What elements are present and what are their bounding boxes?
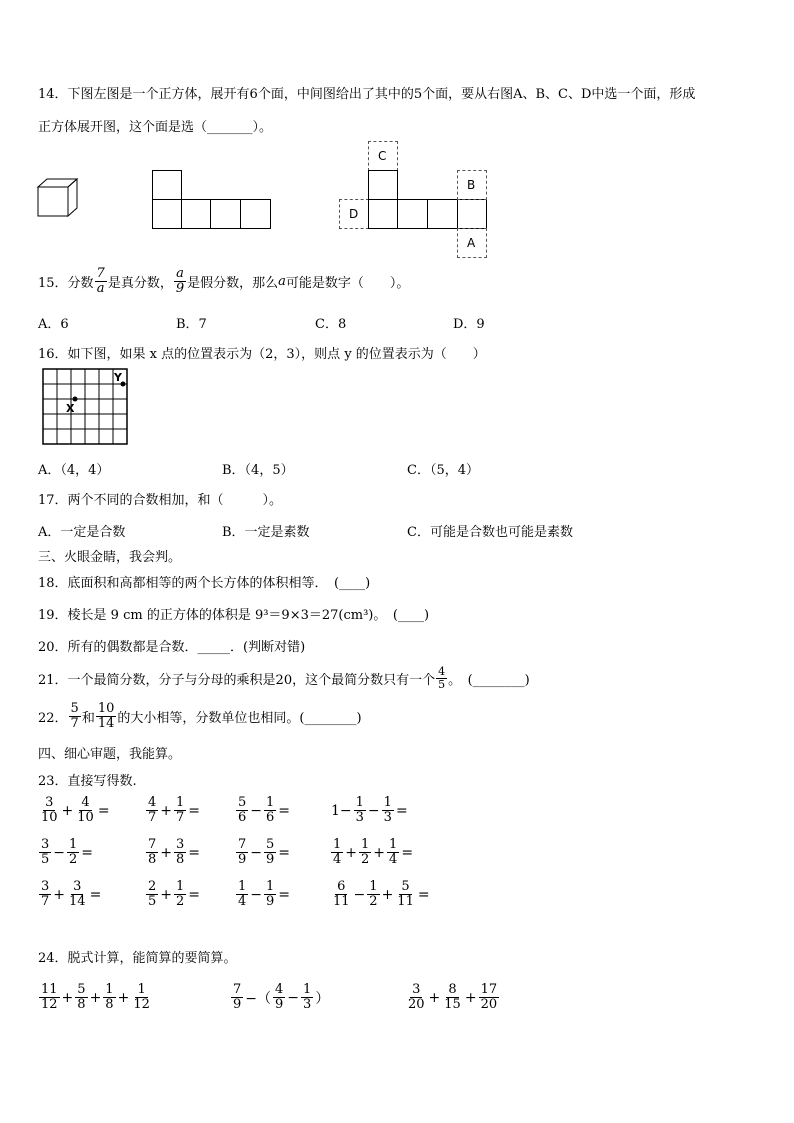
fraction <box>367 880 379 909</box>
numerator: 1 <box>238 879 247 894</box>
denominator: 8 <box>77 997 86 1012</box>
q17-option-a[interactable]: A．一定是合数 <box>38 525 126 540</box>
denominator: 9 <box>238 852 247 867</box>
fraction <box>174 796 186 825</box>
denominator: 6 <box>266 810 275 825</box>
denominator: 8 <box>176 852 185 867</box>
q14-line2-pre: 正方体展开图，这个面是选（ <box>38 120 208 135</box>
q23-item <box>235 838 291 867</box>
denominator: 5 <box>41 852 50 867</box>
q23-item <box>235 796 291 825</box>
denominator: 7 <box>148 810 157 825</box>
fraction <box>103 983 115 1012</box>
fraction <box>146 838 158 867</box>
operator: + <box>61 802 74 819</box>
q18: 18．底面积和高都相等的两个长方体的体积相等． (____) <box>38 576 371 591</box>
equals-sign: = <box>188 844 201 861</box>
fraction <box>264 880 276 909</box>
q15-mid1: 是真分数， <box>107 276 173 291</box>
denominator: 11 <box>333 894 350 909</box>
denominator: 8 <box>105 997 114 1012</box>
equals-sign: = <box>401 844 414 861</box>
q21-fraction <box>436 666 447 691</box>
option-b-label: B <box>467 178 476 192</box>
equals-sign: = <box>188 802 201 819</box>
denominator: 9 <box>266 852 275 867</box>
numerator: 1 <box>369 879 378 894</box>
fraction <box>331 880 352 909</box>
q15-pre: 15．分数 <box>38 276 94 291</box>
operator: ） <box>315 990 330 1007</box>
fraction <box>301 983 313 1012</box>
fraction <box>479 983 500 1012</box>
numerator: 1 <box>266 879 275 894</box>
option-c-label: C <box>378 149 387 163</box>
numerator: 1 <box>361 837 370 852</box>
denominator: 15 <box>444 997 461 1012</box>
equals-sign: = <box>278 844 291 861</box>
numerator: 1 <box>176 795 185 810</box>
option-a-face[interactable] <box>457 228 487 258</box>
fraction <box>395 880 416 909</box>
denominator: 14 <box>69 894 86 909</box>
operator: + <box>53 886 66 903</box>
fraction <box>146 880 158 909</box>
net-face <box>240 199 271 229</box>
denominator: 4 <box>389 852 398 867</box>
fraction <box>39 796 60 825</box>
operator: + <box>89 989 102 1006</box>
label-y: Y <box>114 371 122 384</box>
numerator: 4 <box>148 795 157 810</box>
q15-fraction-1 <box>95 267 107 296</box>
q22-f1-den: 7 <box>70 716 79 731</box>
net-face <box>368 170 398 200</box>
numerator: 3 <box>73 879 82 894</box>
operator: + <box>61 989 74 1006</box>
fraction <box>236 796 248 825</box>
fraction <box>264 796 276 825</box>
numerator: 6 <box>337 879 346 894</box>
denominator: 5 <box>148 894 157 909</box>
equals-sign: = <box>89 886 102 903</box>
operator: + <box>117 989 130 1006</box>
q23-item <box>38 838 94 867</box>
fraction <box>382 796 394 825</box>
q14-line2-post: ）。 <box>252 120 273 135</box>
q23-item <box>330 880 431 909</box>
q22-pre: 22． <box>38 711 68 726</box>
numerator: 7 <box>233 982 242 997</box>
denominator: 2 <box>369 894 378 909</box>
fraction <box>39 880 51 909</box>
fraction <box>387 838 399 867</box>
option-a-label: A <box>467 236 476 250</box>
q23-item <box>330 796 409 825</box>
point-x <box>73 397 78 402</box>
operator: − <box>367 802 380 819</box>
net-face <box>152 170 182 200</box>
denominator: 3 <box>383 810 392 825</box>
denominator: 11 <box>397 894 414 909</box>
q23-item <box>38 880 102 909</box>
denominator: 9 <box>275 997 284 1012</box>
q21-post: 。 (________) <box>448 673 530 688</box>
fraction <box>67 838 79 867</box>
fraction <box>331 838 343 867</box>
net-face <box>181 199 211 229</box>
numerator: 3 <box>176 837 185 852</box>
q15-option-c[interactable]: C．8 <box>315 317 347 332</box>
q24-expression <box>230 983 330 1012</box>
numerator: 4 <box>81 795 90 810</box>
operator: + <box>381 886 394 903</box>
q14-line1: 14．下图左图是一个正方体，展开有6个面，中间图给出了其中的5个面，要从右图A、B、C、D中选一个面，形成 <box>38 87 696 102</box>
q15-mid2: 是假分数，那么 <box>187 276 279 291</box>
fraction <box>359 838 371 867</box>
q24-expression <box>405 983 500 1012</box>
numerator: 5 <box>77 982 86 997</box>
numerator: 1 <box>389 837 398 852</box>
denominator: 2 <box>361 852 370 867</box>
denominator: 12 <box>133 997 150 1012</box>
net-face <box>397 199 428 229</box>
section3-heading: 三、火眼金睛，我会判。 <box>38 550 182 565</box>
numerator: 1 <box>383 795 392 810</box>
denominator: 20 <box>408 997 425 1012</box>
numerator: 5 <box>266 837 275 852</box>
denominator: 12 <box>41 997 58 1012</box>
fraction <box>39 983 60 1012</box>
fraction <box>131 983 152 1012</box>
q16-grid-figure <box>40 366 130 448</box>
q17-option-c[interactable]: C．可能是合数也可能是素数 <box>407 525 573 540</box>
net-face <box>368 199 398 229</box>
fraction <box>67 880 88 909</box>
operator: − <box>287 989 300 1006</box>
fraction <box>75 796 96 825</box>
numerator: 4 <box>275 982 284 997</box>
fraction <box>174 880 186 909</box>
fraction <box>146 796 158 825</box>
denominator: 9 <box>233 997 242 1012</box>
q23-item <box>38 796 111 825</box>
operator: − <box>250 886 263 903</box>
q23-item <box>145 796 201 825</box>
numerator: 5 <box>238 795 247 810</box>
q15-option-b[interactable]: B．7 <box>176 317 207 332</box>
q22-f1-num: 5 <box>70 701 79 716</box>
q16-option-c[interactable]: C．（5，4） <box>407 463 479 478</box>
net-face <box>457 199 487 229</box>
q15-f1-num: 7 <box>96 266 105 281</box>
fraction <box>231 983 243 1012</box>
q22-f2-num: 10 <box>97 701 115 716</box>
label-x: X <box>66 402 75 415</box>
operator: + <box>373 844 386 861</box>
numerator: 1 <box>303 982 312 997</box>
q20: 20．所有的偶数都是合数．_____．(判断对错) <box>38 640 306 655</box>
numerator: 1 <box>105 982 114 997</box>
q22-fraction-2 <box>96 702 117 731</box>
numerator: 1 <box>137 982 146 997</box>
denominator: 10 <box>77 810 94 825</box>
q15-stem <box>38 267 409 296</box>
equals-sign: = <box>417 886 430 903</box>
denominator: 3 <box>303 997 312 1012</box>
equals-sign: = <box>188 886 201 903</box>
q15-option-d[interactable]: D．9 <box>453 317 485 332</box>
operator: − <box>53 844 66 861</box>
q22-f2-den: 14 <box>97 716 115 731</box>
q14-answer-blank[interactable]: _______ <box>207 120 253 135</box>
numerator: 5 <box>401 879 410 894</box>
q17-stem: 17．两个不同的合数相加，和（ ）。 <box>38 493 283 508</box>
net-face <box>210 199 241 229</box>
numerator: 17 <box>480 982 498 997</box>
operator: + <box>428 989 441 1006</box>
q19: 19．棱长是 9 cm 的正方体的体积是 9³＝9×3＝27(cm³)。 (____) <box>38 608 430 623</box>
numerator: 1 <box>333 837 342 852</box>
q22 <box>38 702 362 731</box>
q22-and: 和 <box>81 711 95 726</box>
numerator: 7 <box>148 837 157 852</box>
section4-heading: 四、细心审题，我能算。 <box>38 747 182 762</box>
cube-figure <box>36 176 80 220</box>
equals-sign: = <box>278 802 291 819</box>
q16-option-b[interactable]: B．（4，5） <box>222 463 294 478</box>
operator: − <box>250 802 263 819</box>
q23-item <box>330 838 414 867</box>
net-face <box>152 199 182 229</box>
equals-sign: = <box>395 802 408 819</box>
q15-fraction-2 <box>174 267 186 296</box>
q15-option-a[interactable]: A．6 <box>38 317 69 332</box>
denominator: 3 <box>355 810 364 825</box>
operator: + <box>160 886 173 903</box>
numerator: 2 <box>148 879 157 894</box>
q22-post: 的大小相等，分数单位也相同。(________) <box>117 711 362 726</box>
denominator: 10 <box>41 810 58 825</box>
q21-pre: 21．一个最简分数，分子与分母的乘积是20，这个最简分数只有一个 <box>38 673 436 688</box>
equals-sign: = <box>97 802 110 819</box>
q23-item <box>145 838 201 867</box>
numerator: 3 <box>41 837 50 852</box>
numerator: 1 <box>355 795 364 810</box>
numerator: 7 <box>238 837 247 852</box>
fraction <box>39 838 51 867</box>
denominator: 2 <box>69 852 78 867</box>
q21 <box>38 666 530 691</box>
operator: − <box>250 844 263 861</box>
q15-f2-den: 9 <box>175 281 185 296</box>
q15-post: 可能是数字（ ）。 <box>285 276 410 291</box>
option-d-face[interactable] <box>339 199 369 229</box>
q24-expression <box>38 983 153 1012</box>
q21-f-den: 5 <box>438 678 446 691</box>
denominator: 9 <box>266 894 275 909</box>
q15-f1-den: a <box>96 281 105 296</box>
fraction <box>236 838 248 867</box>
denominator: 20 <box>480 997 498 1012</box>
q23-title: 23．直接写得数. <box>38 774 137 789</box>
fraction <box>236 880 248 909</box>
fraction <box>273 983 285 1012</box>
operator: + <box>464 989 477 1006</box>
denominator: 4 <box>238 894 247 909</box>
operator: + <box>160 844 173 861</box>
operator: −（ <box>245 990 272 1007</box>
fraction <box>174 838 186 867</box>
numerator: 1 <box>176 879 185 894</box>
denominator: 2 <box>176 894 185 909</box>
q16-stem: 16．如下图，如果 x 点的位置表示为（2，3），则点 y 的位置表示为（ ） <box>38 347 486 362</box>
q15-f2-num: a <box>176 266 184 281</box>
q14-line2 <box>38 116 272 135</box>
option-b-face[interactable] <box>457 170 487 200</box>
equals-sign: = <box>81 844 94 861</box>
denominator: 6 <box>238 810 247 825</box>
net-face <box>427 199 458 229</box>
numerator: 3 <box>412 982 421 997</box>
denominator: 7 <box>176 810 185 825</box>
q22-fraction-1 <box>69 702 81 731</box>
numerator: 1 <box>69 837 78 852</box>
q16-option-a[interactable]: A．（4，4） <box>38 463 110 478</box>
numerator: 1 <box>266 795 275 810</box>
fraction <box>264 838 276 867</box>
numerator: 8 <box>448 982 457 997</box>
denominator: 8 <box>148 852 157 867</box>
denominator: 4 <box>333 852 342 867</box>
equals-sign: = <box>278 886 291 903</box>
q17-option-b[interactable]: B．一定是素数 <box>222 525 310 540</box>
q21-f-num: 4 <box>438 665 446 678</box>
denominator: 7 <box>41 894 50 909</box>
option-d-label: D <box>349 207 359 221</box>
fraction <box>354 796 366 825</box>
fraction <box>442 983 463 1012</box>
numerator: 3 <box>45 795 54 810</box>
operator: 1− <box>331 802 352 819</box>
operator: + <box>160 802 173 819</box>
q23-item <box>235 880 291 909</box>
operator: − <box>353 886 366 903</box>
numerator: 3 <box>41 879 50 894</box>
numerator: 11 <box>41 982 58 997</box>
q24-title: 24．脱式计算，能简算的要简算。 <box>38 951 237 966</box>
operator: + <box>345 844 358 861</box>
fraction <box>75 983 87 1012</box>
q23-item <box>145 880 201 909</box>
q15-var: a <box>278 274 286 289</box>
fraction <box>406 983 427 1012</box>
option-c-face[interactable] <box>368 141 398 171</box>
